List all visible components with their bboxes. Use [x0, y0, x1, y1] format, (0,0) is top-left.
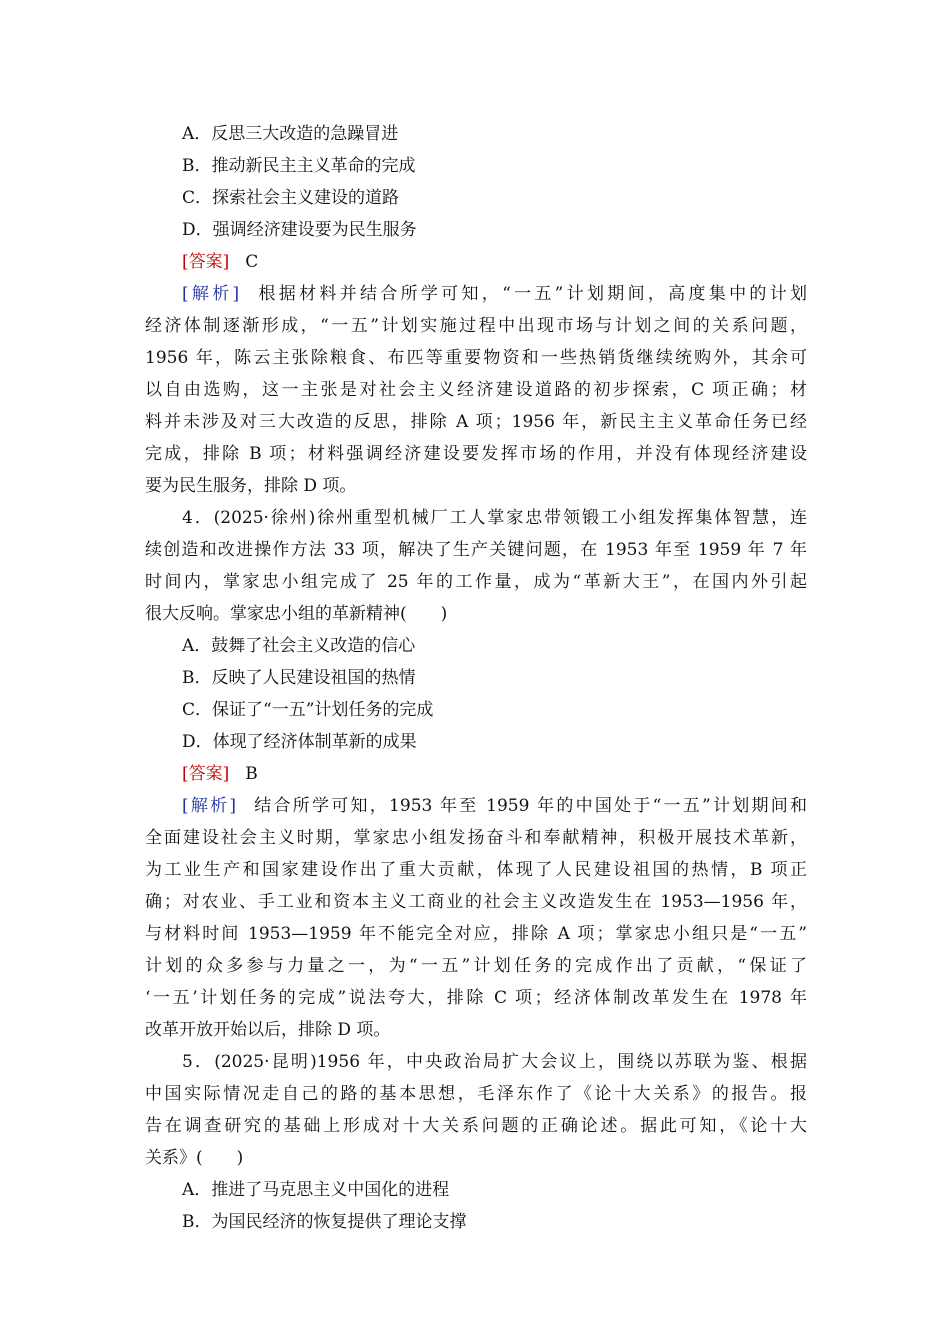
q4-analysis-line-1 [145, 790, 807, 822]
q4-answer-value: B [245, 764, 258, 784]
q4-answer [145, 758, 807, 790]
q3-analysis-line-3: 1956 年，陈云主张除粮食、布匹等重要物资和一些热销货继续统购外，其余可 [145, 348, 807, 368]
q3-answer-value: C [245, 252, 259, 272]
q5-option-b: B．为国民经济的恢复提供了理论支撑 [182, 1212, 467, 1232]
q4-analysis-line-3: 为工业生产和国家建设作出了重大贡献，体现了人民建设祖国的热情，B 项正 [145, 860, 807, 880]
q4-analysis-tag: [解析] [182, 796, 237, 816]
q4-option-c: C．保证了“一五”计划任务的完成 [182, 700, 434, 720]
q3-analysis-line-1 [145, 278, 807, 310]
q5-stem-line-4: 关系》( ) [145, 1148, 244, 1168]
q4-analysis-line-4: 确；对农业、手工业和资本主义工商业的社会主义改造发生在 1953—1956 年， [145, 892, 807, 912]
q4-stem-line-4: 很大反响。掌家忠小组的革新精神( ) [145, 604, 448, 624]
q4-analysis-line-7: ‘一五’计划任务的完成”说法夸大，排除 C 项；经济体制改革发生在 1978 年 [145, 988, 807, 1008]
q3-answer-tag: [答案] [182, 252, 230, 272]
q4-stem-line-2: 续创造和改进操作方法 33 项，解决了生产关键问题，在 1953 年至 1959 年 7 年 [145, 540, 807, 560]
q4-analysis-line-5: 与材料时间 1953—1959 年不能完全对应，排除 A 项；掌家忠小组只是“一五” [145, 924, 807, 944]
q4-stem-line-3: 时间内，掌家忠小组完成了 25 年的工作量，成为“革新大王”，在国内外引起 [145, 572, 807, 592]
q5-stem-line-3: 告在调查研究的基础上形成对十大关系问题的正确论述。据此可知，《论十大 [145, 1116, 807, 1136]
q4-analysis-line-2: 全面建设社会主义时期，掌家忠小组发扬奋斗和奉献精神，积极开展技术革新， [145, 828, 807, 848]
q4-stem-line-1: 4．(2025·徐州)徐州重型机械厂工人掌家忠带领锻工小组发挥集体智慧，连 [182, 508, 807, 528]
q3-analysis-tag: [解析] [182, 284, 240, 304]
q3-answer [145, 246, 807, 278]
q4-analysis-text-1: 结合所学可知，1953 年至 1959 年的中国处于“一五”计划期间和 [252, 796, 807, 816]
q3-option-b: B．推动新民主主义革命的完成 [182, 156, 416, 176]
q5-option-a: A．推进了马克思主义中国化的进程 [182, 1180, 450, 1200]
q3-option-d: D．强调经济建设要为民生服务 [182, 220, 417, 240]
q3-analysis-line-5: 料并未涉及对三大改造的反思，排除 A 项；1956 年，新民主主义革命任务已经 [145, 412, 807, 432]
q3-analysis-line-7: 要为民生服务，排除 D 项。 [145, 476, 357, 496]
q4-analysis-line-6: 计划的众多参与力量之一，为“一五”计划任务的完成作出了贡献，“保证了 [145, 956, 807, 976]
q3-analysis-line-4: 以自由选购，这一主张是对社会主义经济建设道路的初步探索，C 项正确；材 [145, 380, 807, 400]
q4-answer-tag: [答案] [182, 764, 230, 784]
q4-option-b: B．反映了人民建设祖国的热情 [182, 668, 416, 688]
q4-option-a: A．鼓舞了社会主义改造的信心 [182, 636, 416, 656]
q3-option-a: A．反思三大改造的急躁冒进 [182, 124, 399, 144]
q3-analysis-text-1: 根据材料并结合所学可知，“一五”计划期间，高度集中的计划 [255, 284, 807, 304]
content-column [145, 118, 807, 1238]
q5-stem-line-2: 中国实际情况走自己的路的基本思想，毛泽东作了《论十大关系》的报告。报 [145, 1084, 807, 1104]
q5-stem-line-1: 5．(2025·昆明)1956 年，中央政治局扩大会议上，围绕以苏联为鉴、根据 [182, 1052, 807, 1072]
q3-option-c: C．探索社会主义建设的道路 [182, 188, 400, 208]
q3-analysis-line-6: 完成，排除 B 项；材料强调经济建设要发挥市场的作用，并没有体现经济建设 [145, 444, 807, 464]
q4-analysis-line-8: 改革开放开始以后，排除 D 项。 [145, 1020, 391, 1040]
q3-analysis-line-2: 经济体制逐渐形成，“一五”计划实施过程中出现市场与计划之间的关系问题， [145, 316, 807, 336]
q4-option-d: D．体现了经济体制革新的成果 [182, 732, 417, 752]
